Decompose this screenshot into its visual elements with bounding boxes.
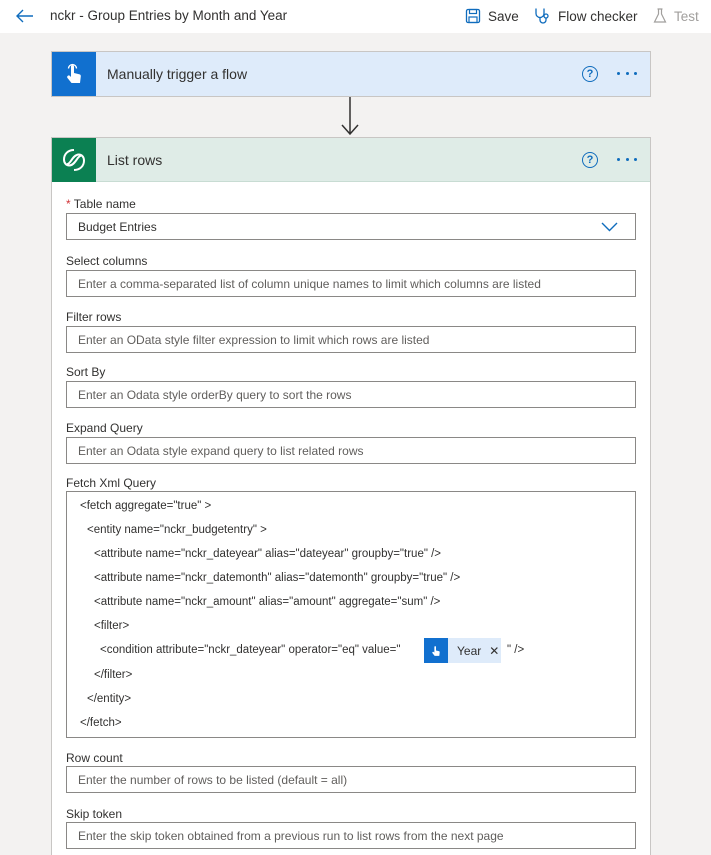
table-name-label-text: Table name (73, 197, 136, 211)
select-columns-label: Select columns (66, 254, 148, 268)
dataverse-icon-tile (52, 138, 96, 182)
xml-line: " /> (507, 644, 525, 656)
select-columns-placeholder: Enter a comma-separated list of column unique names to limit which columns are listed (78, 276, 541, 291)
fetch-xml-input[interactable] (66, 491, 636, 738)
filter-rows-label: Filter rows (66, 310, 122, 324)
xml-line: <attribute name="nckr_dateyear" alias="dateyear" groupby="true" /> (94, 548, 442, 560)
filter-rows-placeholder: Enter an OData style filter expression to limit which rows are listed (78, 332, 430, 347)
close-icon[interactable]: ✕ (489, 643, 500, 658)
xml-line: <attribute name="nckr_amount" alias="amount" aggregate="sum" /> (94, 596, 441, 608)
more-ellipsis-icon[interactable] (614, 150, 640, 168)
list-rows-card-title: List rows (107, 152, 163, 168)
sort-by-input[interactable] (66, 381, 636, 408)
trigger-card-title: Manually trigger a flow (107, 66, 248, 82)
trigger-icon-tile (52, 52, 96, 96)
xml-line: <entity name="nckr_budgetentry" > (87, 524, 267, 536)
list-rows-card-header[interactable] (52, 138, 650, 182)
save-button[interactable] (465, 5, 519, 27)
sort-by-placeholder: Enter an Odata style orderBy query to sort the rows (78, 387, 352, 402)
skip-token-input[interactable] (66, 822, 636, 849)
save-icon (465, 8, 481, 24)
test-label: Test (674, 8, 699, 24)
expand-query-input[interactable] (66, 437, 636, 464)
xml-line: </filter> (94, 669, 133, 681)
fetch-xml-label: Fetch Xml Query (66, 476, 157, 490)
xml-line: <condition attribute="nckr_dateyear" operator="eq" value=" (100, 644, 401, 656)
token-icon-tile (424, 638, 448, 663)
touch-hand-icon (63, 62, 85, 86)
xml-line: </fetch> (80, 717, 122, 729)
stethoscope-icon (533, 7, 551, 25)
expand-query-label: Expand Query (66, 421, 143, 435)
command-bar (0, 0, 711, 33)
row-count-input[interactable] (66, 766, 636, 793)
row-count-placeholder: Enter the number of rows to be listed (default = all) (78, 772, 348, 787)
touch-hand-icon (430, 644, 442, 658)
save-label: Save (488, 8, 519, 24)
xml-line: <filter> (94, 620, 130, 632)
table-name-dropdown[interactable] (66, 213, 636, 240)
flask-icon (653, 8, 667, 24)
chevron-down-icon (601, 222, 618, 232)
dynamic-content-token-year[interactable] (424, 638, 501, 663)
xml-line: <fetch aggregate="true" > (80, 500, 212, 512)
expand-query-placeholder: Enter an Odata style expand query to list related rows (78, 443, 364, 458)
connector-arrow-icon (340, 97, 360, 137)
table-name-value: Budget Entries (78, 219, 157, 234)
trigger-card[interactable] (51, 51, 651, 97)
sort-by-label: Sort By (66, 365, 106, 379)
select-columns-input[interactable] (66, 270, 636, 297)
trigger-card-header[interactable] (52, 52, 650, 96)
skip-token-placeholder: Enter the skip token obtained from a previous run to list rows from the next page (78, 828, 504, 843)
table-name-label (66, 197, 136, 211)
more-ellipsis-icon[interactable] (614, 64, 640, 82)
dataverse-logo-icon (61, 147, 87, 173)
back-button[interactable] (14, 6, 36, 26)
arrow-left-icon (16, 9, 34, 23)
help-circle-icon[interactable]: ? (582, 152, 598, 168)
flow-title: nckr - Group Entries by Month and Year (50, 8, 288, 23)
token-label: Year (457, 643, 482, 658)
skip-token-label: Skip token (66, 807, 123, 821)
flow-checker-label: Flow checker (558, 8, 638, 24)
flow-checker-button[interactable] (533, 5, 638, 27)
test-button[interactable] (653, 5, 699, 27)
xml-line: <attribute name="nckr_datemonth" alias="datemonth" groupby="true" /> (94, 572, 461, 584)
required-marker: * (66, 197, 71, 211)
xml-line: </entity> (87, 693, 132, 705)
row-count-label: Row count (66, 751, 123, 765)
filter-rows-input[interactable] (66, 326, 636, 353)
help-circle-icon[interactable]: ? (582, 66, 598, 82)
list-rows-card[interactable] (51, 137, 651, 855)
